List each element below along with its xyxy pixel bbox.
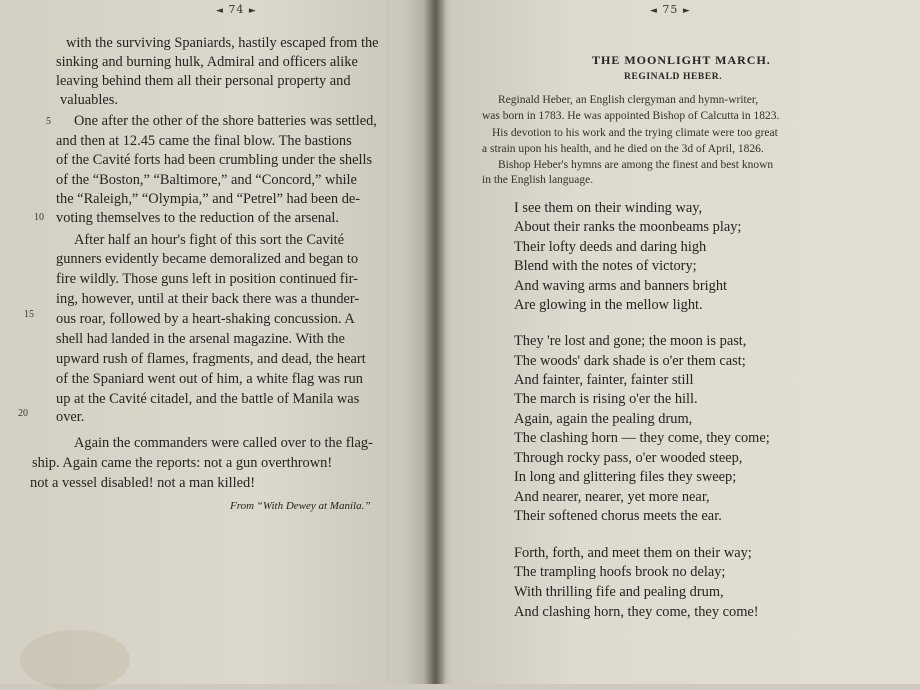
bio-line: Reginald Heber, an English clergyman and hymn-writer, <box>498 94 759 106</box>
left-page-number: 74 <box>228 3 245 16</box>
line-number: 5 <box>46 116 51 127</box>
text-line: sinking and burning hulk, Admiral and officers alike <box>56 54 358 70</box>
text-line: the “Raleigh,” “Olympia,” and “Petrel” had been de- <box>56 191 361 207</box>
text-line: fire wildly. Those guns left in position continued fir- <box>56 271 358 287</box>
poem-line: Their softened chorus meets the ear. <box>514 508 722 524</box>
right-page-number: 75 <box>662 3 679 16</box>
text-line: and then at 12.45 came the final blow. The bastions <box>56 133 352 149</box>
text-line: Again the commanders were called over to the flag- <box>74 435 373 451</box>
text-line: ing, however, until at their back there was a thunder- <box>56 291 360 307</box>
right-folio <box>650 3 691 16</box>
folio-ornament-left: ◄ <box>650 6 658 16</box>
bio-line: His devotion to his work and the trying climate were too great <box>492 127 778 139</box>
text-line: up at the Cavité citadel, and the battle of Manila was <box>56 391 360 407</box>
text-line: of the “Boston,” “Baltimore,” and “Concord,” while <box>56 172 357 188</box>
text-line: upward rush of flames, fragments, and dead, the heart <box>56 351 366 367</box>
text-line: ous roar, followed by a heart-shaking concussion. A <box>56 311 355 327</box>
line-number: 20 <box>18 408 28 419</box>
text-line: gunners evidently became demoralized and began to <box>56 251 359 267</box>
poem-line: With thrilling fife and pealing drum, <box>514 584 724 600</box>
poem-line: Their lofty deeds and daring high <box>514 239 707 255</box>
poem-line: The trampling hoofs brook no delay; <box>514 564 726 580</box>
bio-line: in the English language. <box>482 174 594 186</box>
poem-line: They 're lost and gone; the moon is past, <box>514 333 747 349</box>
left-page <box>0 0 432 684</box>
poem-line: Are glowing in the mellow light. <box>514 297 703 313</box>
poem-line: The march is rising o'er the hill. <box>514 391 698 407</box>
poem-title: THE MOONLIGHT MARCH. <box>592 53 771 67</box>
text-line: valuables. <box>60 92 118 108</box>
text-line: with the surviving Spaniards, hastily escaped from the <box>66 35 379 51</box>
left-folio <box>216 3 257 16</box>
bio-line: Bishop Heber's hymns are among the finest and best known <box>498 159 774 171</box>
poem-author: REGINALD HEBER. <box>624 72 723 82</box>
bio-line: was born in 1783. He was appointed Bishop of Calcutta in 1823. <box>482 110 780 122</box>
poem-line: And waving arms and banners bright <box>514 278 728 294</box>
poem-line: I see them on their winding way, <box>514 200 703 216</box>
line-number: 10 <box>34 212 44 223</box>
poem-line: And fainter, fainter, fainter still <box>514 372 694 388</box>
folio-ornament-right: ► <box>682 6 691 16</box>
poem-line: And clashing horn, they come, they come! <box>514 604 759 620</box>
bio-line: a strain upon his health, and he died on the 3d of April, 1826. <box>482 143 764 155</box>
text-line: One after the other of the shore batteries was settled, <box>74 113 377 129</box>
poem-line: Again, again the pealing drum, <box>514 411 693 427</box>
text-line: leaving behind them all their personal property and <box>56 73 351 89</box>
text-line: of the Spaniard went out of him, a white flag was run <box>56 371 363 387</box>
poem-line: And nearer, nearer, yet more near, <box>514 489 710 505</box>
poem-line: Blend with the notes of victory; <box>514 258 697 274</box>
poem-line: About their ranks the moonbeams play; <box>514 219 742 235</box>
poem-line: In long and glittering files they sweep; <box>514 469 737 485</box>
folio-ornament-right: ► <box>248 6 257 16</box>
text-line: ship. Again came the reports: not a gun overthrown! <box>32 455 333 471</box>
text-line: shell had landed in the arsenal magazine. With the <box>56 331 345 347</box>
text-line: of the Cavité forts had been crumbling under the shells <box>56 152 373 168</box>
page-stain <box>20 630 130 690</box>
poem-line: The clashing horn — they come, they come; <box>514 430 770 446</box>
text-line: After half an hour's fight of this sort the Cavité <box>74 232 344 248</box>
text-line: not a vessel disabled! not a man killed! <box>30 475 255 491</box>
poem-line: Forth, forth, and meet them on their way; <box>514 545 752 561</box>
text-line: voting themselves to the reduction of the arsenal. <box>56 210 339 226</box>
text-line: over. <box>56 409 85 425</box>
source-attribution: From “With Dewey at Manila.” <box>230 500 371 512</box>
poem-line: Through rocky pass, o'er wooded steep, <box>514 450 743 466</box>
folio-ornament-left: ◄ <box>216 6 224 16</box>
book-gutter <box>424 0 446 684</box>
poem-line: The woods' dark shade is o'er them cast; <box>514 353 746 369</box>
line-number: 15 <box>24 309 34 320</box>
